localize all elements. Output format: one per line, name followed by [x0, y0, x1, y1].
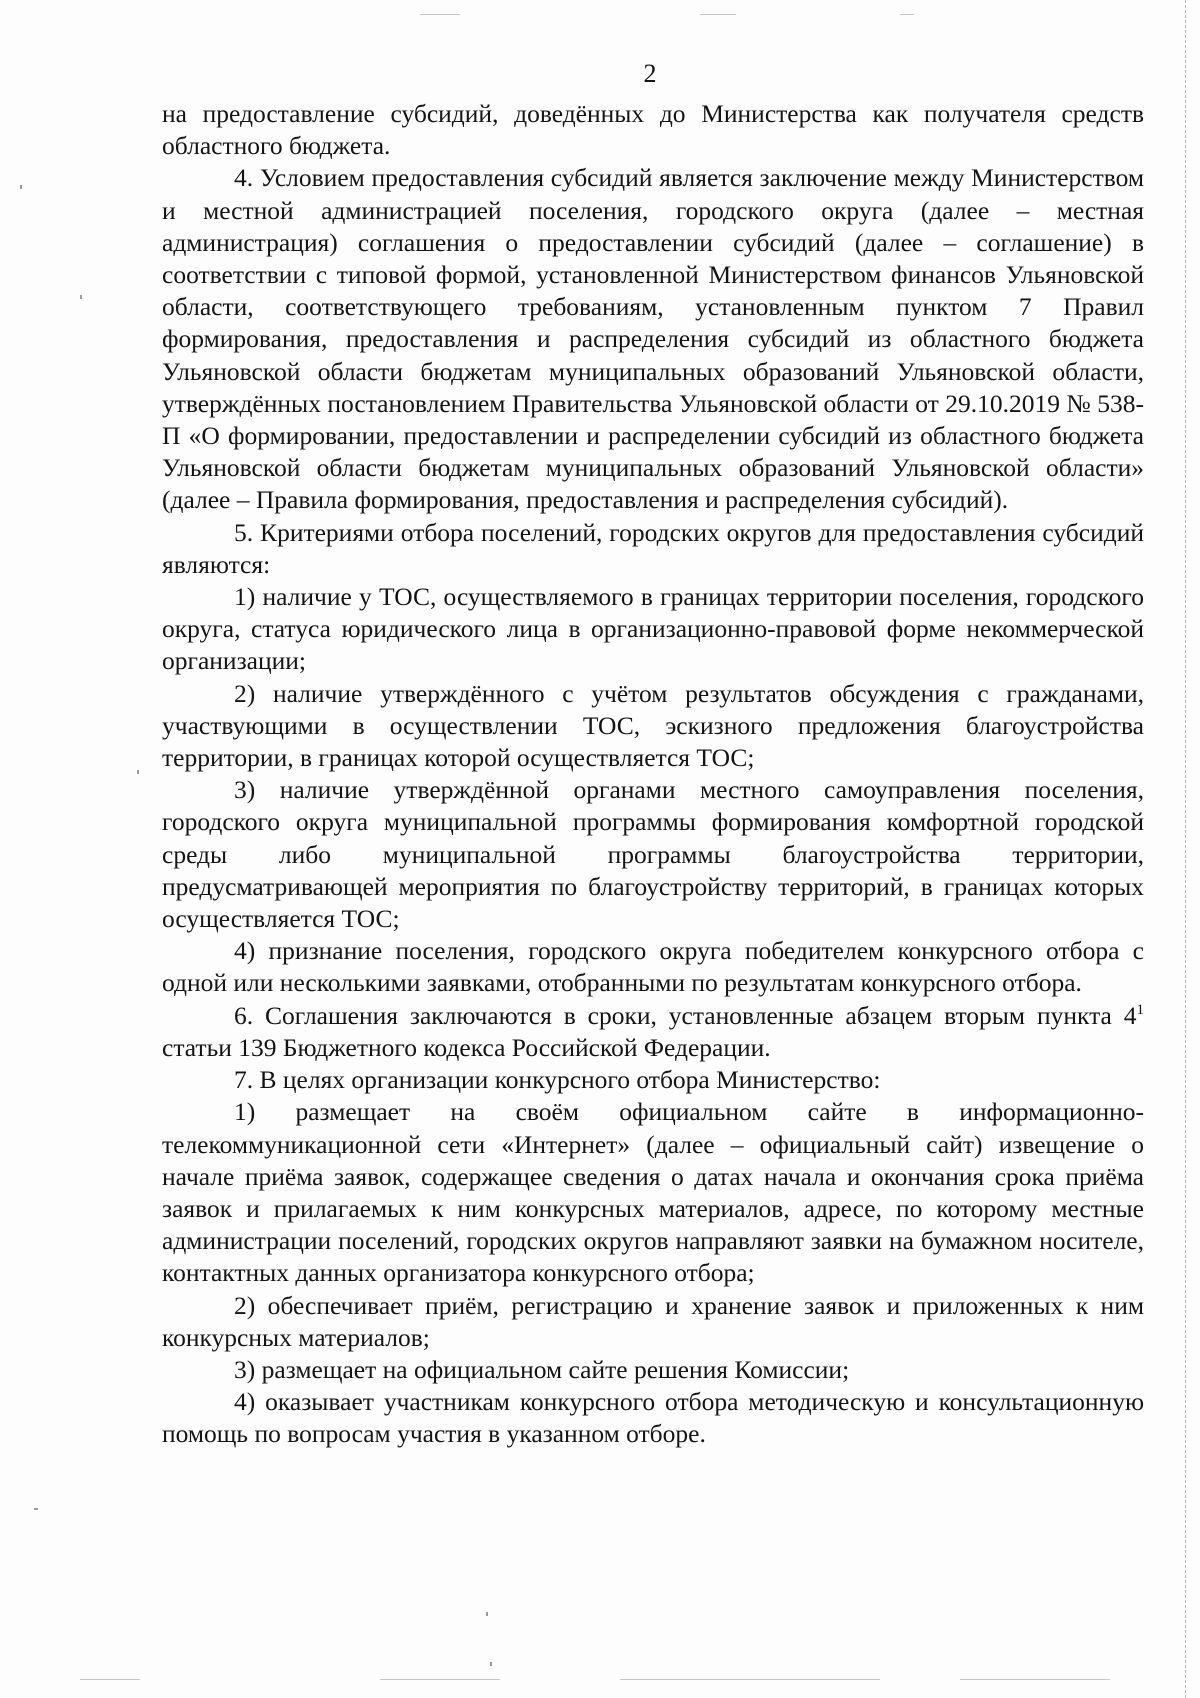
- paragraph-7-item-2: 2) обеспечивает приём, регистрацию и хранение заявок и приложенных к ним конкурсных материалов;: [162, 1290, 1144, 1352]
- paragraph-6-text-after: статьи 139 Бюджетного кодекса Российской Федерации.: [162, 1032, 771, 1062]
- scan-artifact: [700, 14, 736, 15]
- scan-artifact: [380, 1679, 500, 1680]
- paragraph-5-item-3: 3) наличие утверждённой органами местного самоуправления поселения, городского округа муниципальной программы формирования комфортной городской среды либо муниципальной программы благоустройства территории, предусматривающей мероприятия по благоустройству территорий, в границах которых осуществляется ТОС;: [162, 775, 1144, 934]
- scan-artifact: [420, 14, 460, 15]
- scan-edge-line: [1184, 0, 1186, 1698]
- paragraph-4: 4. Условием предоставления субсидий является заключение между Министерством и местной администрацией поселения, городского округа (далее – местная администрация) соглашения о предоставлении субсидий (далее – соглашение) в соответствии с типовой формой, установленной Министерством финансов Ульяновской области, соответствующего требованиям, установленным пунктом 7 Правил формирования, предоставления и распределения субсидий из областного бюджета Ульяновской области бюджетам муниципальных образований Ульяновской области, утверждённых постановлением Правительства Ульяновской области от 29.10.2019 № 538-П «О формировании, предоставлении и распределении субсидий из областного бюджета Ульяновской области бюджетам муниципальных образований Ульяновской области» (далее – Правила формирования, предоставления и распределения субсидий).: [162, 163, 1144, 515]
- scan-artifact: [80, 1679, 140, 1680]
- paragraph-continuation: на предоставление субсидий, доведённых до Министерства как получателя средств областного бюджета.: [162, 99, 1144, 161]
- paragraph-5-item-1: 1) наличие у ТОС, осуществляемого в границах территории поселения, городского округа, статуса юридического лица в организационно-правовой форме некоммерческой организации;: [162, 582, 1144, 676]
- scan-speck: [34, 1508, 38, 1510]
- scan-speck: [490, 1662, 492, 1666]
- scan-speck: [20, 185, 22, 189]
- paragraph-5-item-4: 4) признание поселения, городского округа победителем конкурсного отбора с одной или несколькими заявками, отобранными по результатам конкурсного отбора.: [162, 936, 1144, 998]
- paragraph-5: 5. Критериями отбора поселений, городских округов для предоставления субсидий являются:: [162, 517, 1144, 579]
- scan-speck: [486, 1612, 488, 1616]
- document-body: [162, 98, 1144, 1451]
- paragraph-7: 7. В целях организации конкурсного отбора Министерство:: [234, 1065, 881, 1095]
- scan-speck: [80, 295, 82, 299]
- scan-artifact: [900, 14, 914, 15]
- paragraph-7-item-1: 1) размещает на своём официальном сайте в информационно-телекоммуникационной сети «Интернет» (далее – официальный сайт) извещение о начале приёма заявок, содержащее сведения о датах начала и окончания срока приёма заявок и прилагаемых к ним конкурсных материалов, адресе, по которому местные администрации поселений, городских округов направляют заявки на бумажном носителе, контактных данных организатора конкурсного отбора;: [162, 1097, 1144, 1288]
- paragraph-6-text-before: 6. Соглашения заключаются в сроки, установленные абзацем вторым пункта 4: [234, 1000, 1137, 1030]
- page-number: 2: [643, 59, 657, 88]
- paragraph-6: [162, 1000, 1144, 1064]
- paragraph-7-item-3: 3) размещает на официальном сайте решения Комиссии;: [234, 1354, 850, 1384]
- paragraph-5-item-2: 2) наличие утверждённого с учётом результатов обсуждения с гражданами, участвующими в осуществлении ТОС, эскизного предложения благоустройства территории, в границах которой осуществляется ТОС;: [162, 678, 1144, 773]
- paragraph-7-item-4: 4) оказывает участникам конкурсного отбора методическую и консультационную помощь по вопросам участия в указанном отборе.: [162, 1387, 1144, 1449]
- scan-artifact: [620, 1679, 880, 1680]
- scan-speck: [137, 770, 139, 774]
- scan-artifact: [960, 1679, 1110, 1680]
- paragraph-6-superscript: 1: [1136, 1001, 1144, 1018]
